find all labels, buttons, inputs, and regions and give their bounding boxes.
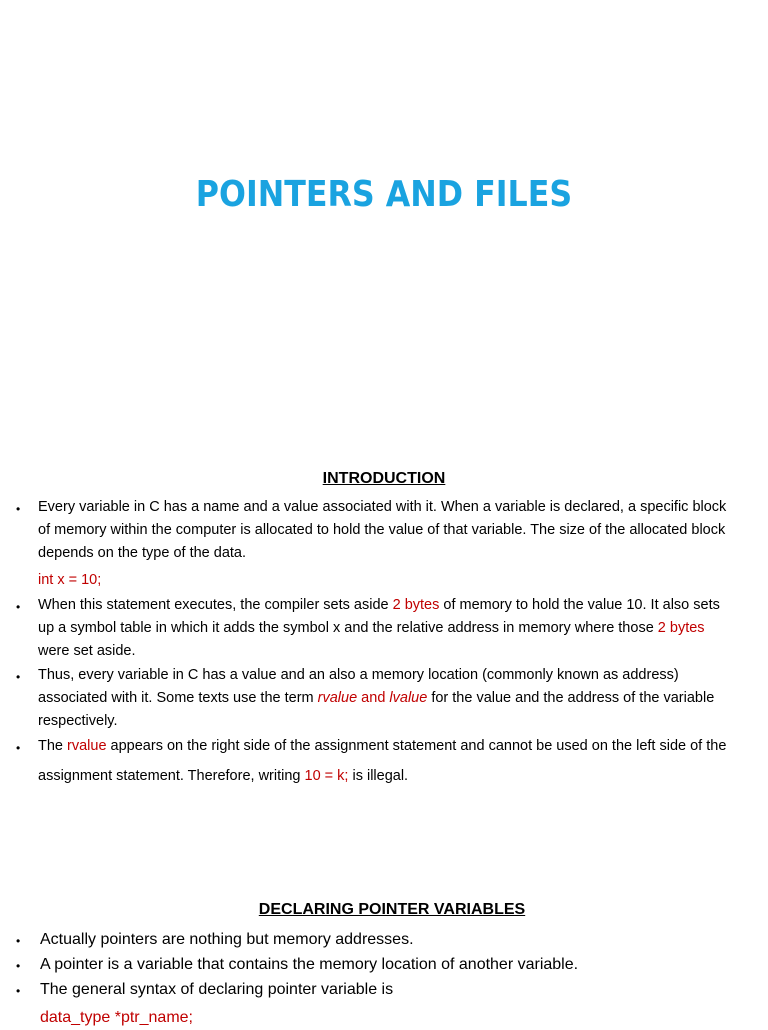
text-run: The [38,738,68,754]
text-run: Thus, every variable in C has a value and an also a memory location (commonly known as address) associated with it. Some texts use the term [38,667,679,706]
bullet-icon: • [16,741,21,755]
text-run: assignment statement. Therefore, writing [38,768,305,784]
page-title: POINTERS AND FILES [195,174,573,215]
syntax-snippet: data_type *ptr_name; [40,1009,193,1026]
text-run: appears on the right side of the assignment statement and cannot be used on the left side of the [106,738,727,754]
text-run: were set aside. [38,643,136,659]
intro-paragraph-2 [38,594,733,663]
bullet-icon: • [16,502,21,516]
bullet-icon: • [16,934,21,948]
highlight-text: 2 bytes [657,620,705,636]
text-run: When this statement executes, the compiler sets aside [38,597,393,613]
declaring-item-1: Actually pointers are nothing but memory addresses. [40,931,414,948]
text-run: is illegal. [348,768,409,784]
bullet-icon: • [16,600,21,614]
code-snippet: int x = 10; [38,572,102,588]
highlight-text: 2 bytes [392,597,440,613]
declaring-item-3: The general syntax of declaring pointer variable is [40,981,394,998]
section-heading-introduction: INTRODUCTION [322,470,446,487]
section-heading-declaring-pointers: DECLARING POINTER VARIABLES [258,901,526,918]
bullet-icon: • [16,984,21,998]
intro-paragraph-4 [38,735,733,758]
declaring-item-2: A pointer is a variable that contains the memory location of another variable. [40,956,579,973]
bullet-icon: • [16,670,21,684]
intro-paragraph-4-cont [38,765,733,788]
intro-paragraph-3 [38,664,733,733]
highlight-text: rvalue [317,690,358,706]
intro-paragraph-1: Every variable in C has a name and a value associated with it. When a variable is declared, a specific block of memory within the computer is allocated to hold the value of that variable. The size of the allocated block depends on the type of the data. [38,499,727,561]
highlight-text: lvalue [389,690,428,706]
highlight-text: and [357,690,390,706]
bullet-icon: • [16,959,21,973]
text-run: for the value and the address of the variable respectively. [38,690,715,729]
highlight-text: 10 = k; [304,768,349,784]
text-run: of memory to hold the value 10. It also sets up a symbol table in which it adds the symbol x and the relative address in memory where those [38,597,720,636]
highlight-text: rvalue [67,738,107,754]
